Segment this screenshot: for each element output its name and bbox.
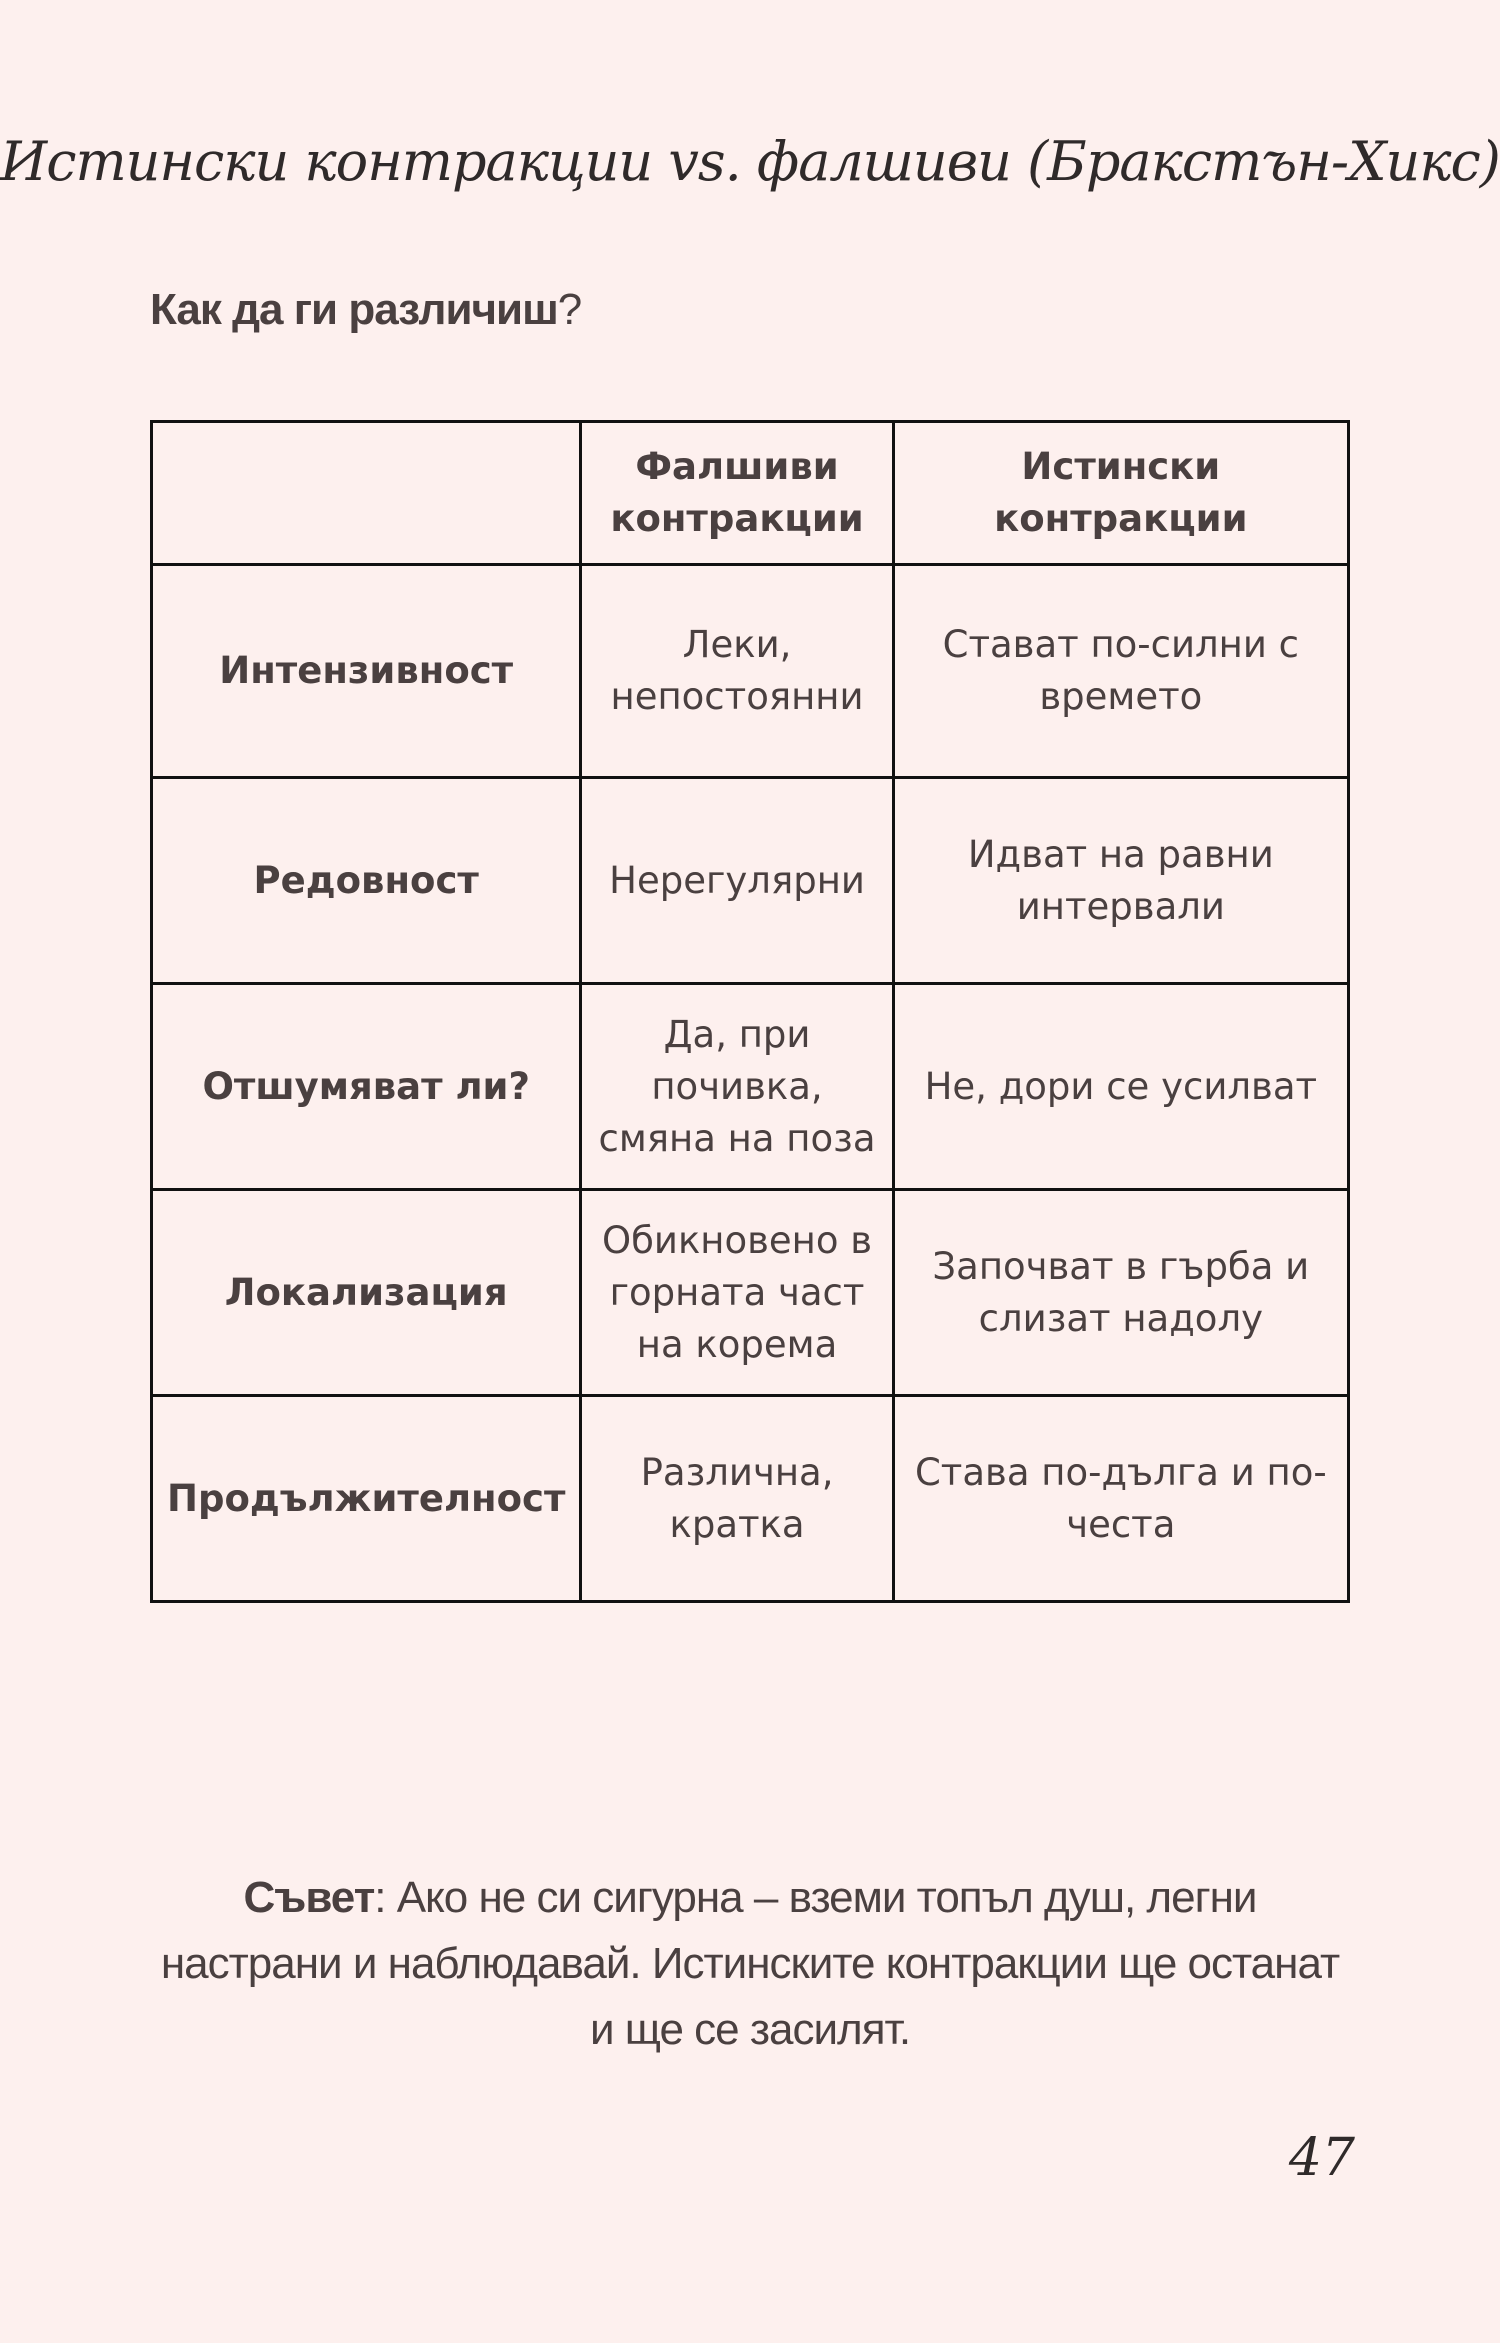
comparison-table: [150, 420, 1350, 1603]
true-contraction-cell: Започват в гърба и слизат надолу: [893, 1190, 1348, 1396]
true-contraction-cell: Стават по-силни с времето: [893, 565, 1348, 778]
table-header-empty: [152, 422, 581, 565]
row-label: Отшумяват ли?: [152, 984, 581, 1190]
table-row: [152, 984, 1349, 1190]
false-contraction-cell: Да, при почивка, смяна на поза: [581, 984, 893, 1190]
false-contraction-cell: Леки, непостоянни: [581, 565, 893, 778]
row-label: Локализация: [152, 1190, 581, 1396]
table-row: [152, 1190, 1349, 1396]
table-header-true-contractions: Истински контракции: [893, 422, 1348, 565]
page-number: 47: [1288, 2128, 1355, 2188]
true-contraction-cell: Идват на равни интервали: [893, 778, 1348, 984]
tip-label: Съвет: [243, 1873, 375, 1922]
false-contraction-cell: Нерегулярни: [581, 778, 893, 984]
subtitle-text: Как да ги различиш: [150, 285, 558, 334]
page-title: Истински контракции vs. фалшиви (Бракстън-Хикс): [0, 130, 1500, 193]
table-row: [152, 1396, 1349, 1602]
subtitle-question-mark: ?: [557, 285, 582, 334]
row-label: Интензивност: [152, 565, 581, 778]
table-row: [152, 565, 1349, 778]
table-header-false-contractions: Фалшиви контракции: [581, 422, 893, 565]
true-contraction-cell: Става по-дълга и по-честа: [893, 1396, 1348, 1602]
false-contraction-cell: Обикновено в горната част на корема: [581, 1190, 893, 1396]
row-label: Редовност: [152, 778, 581, 984]
true-contraction-cell: Не, дори се усилват: [893, 984, 1348, 1190]
section-subtitle: [150, 285, 581, 335]
table-header-row: [152, 422, 1349, 565]
tip-paragraph: [150, 1865, 1350, 2063]
false-contraction-cell: Различна, кратка: [581, 1396, 893, 1602]
tip-text: : Ако не си сигурна – вземи топъл душ, легни настрани и наблюдавай. Истинските контракции ще останат и ще се засилят.: [160, 1873, 1340, 2054]
row-label: Продължителност: [152, 1396, 581, 1602]
table-row: [152, 778, 1349, 984]
